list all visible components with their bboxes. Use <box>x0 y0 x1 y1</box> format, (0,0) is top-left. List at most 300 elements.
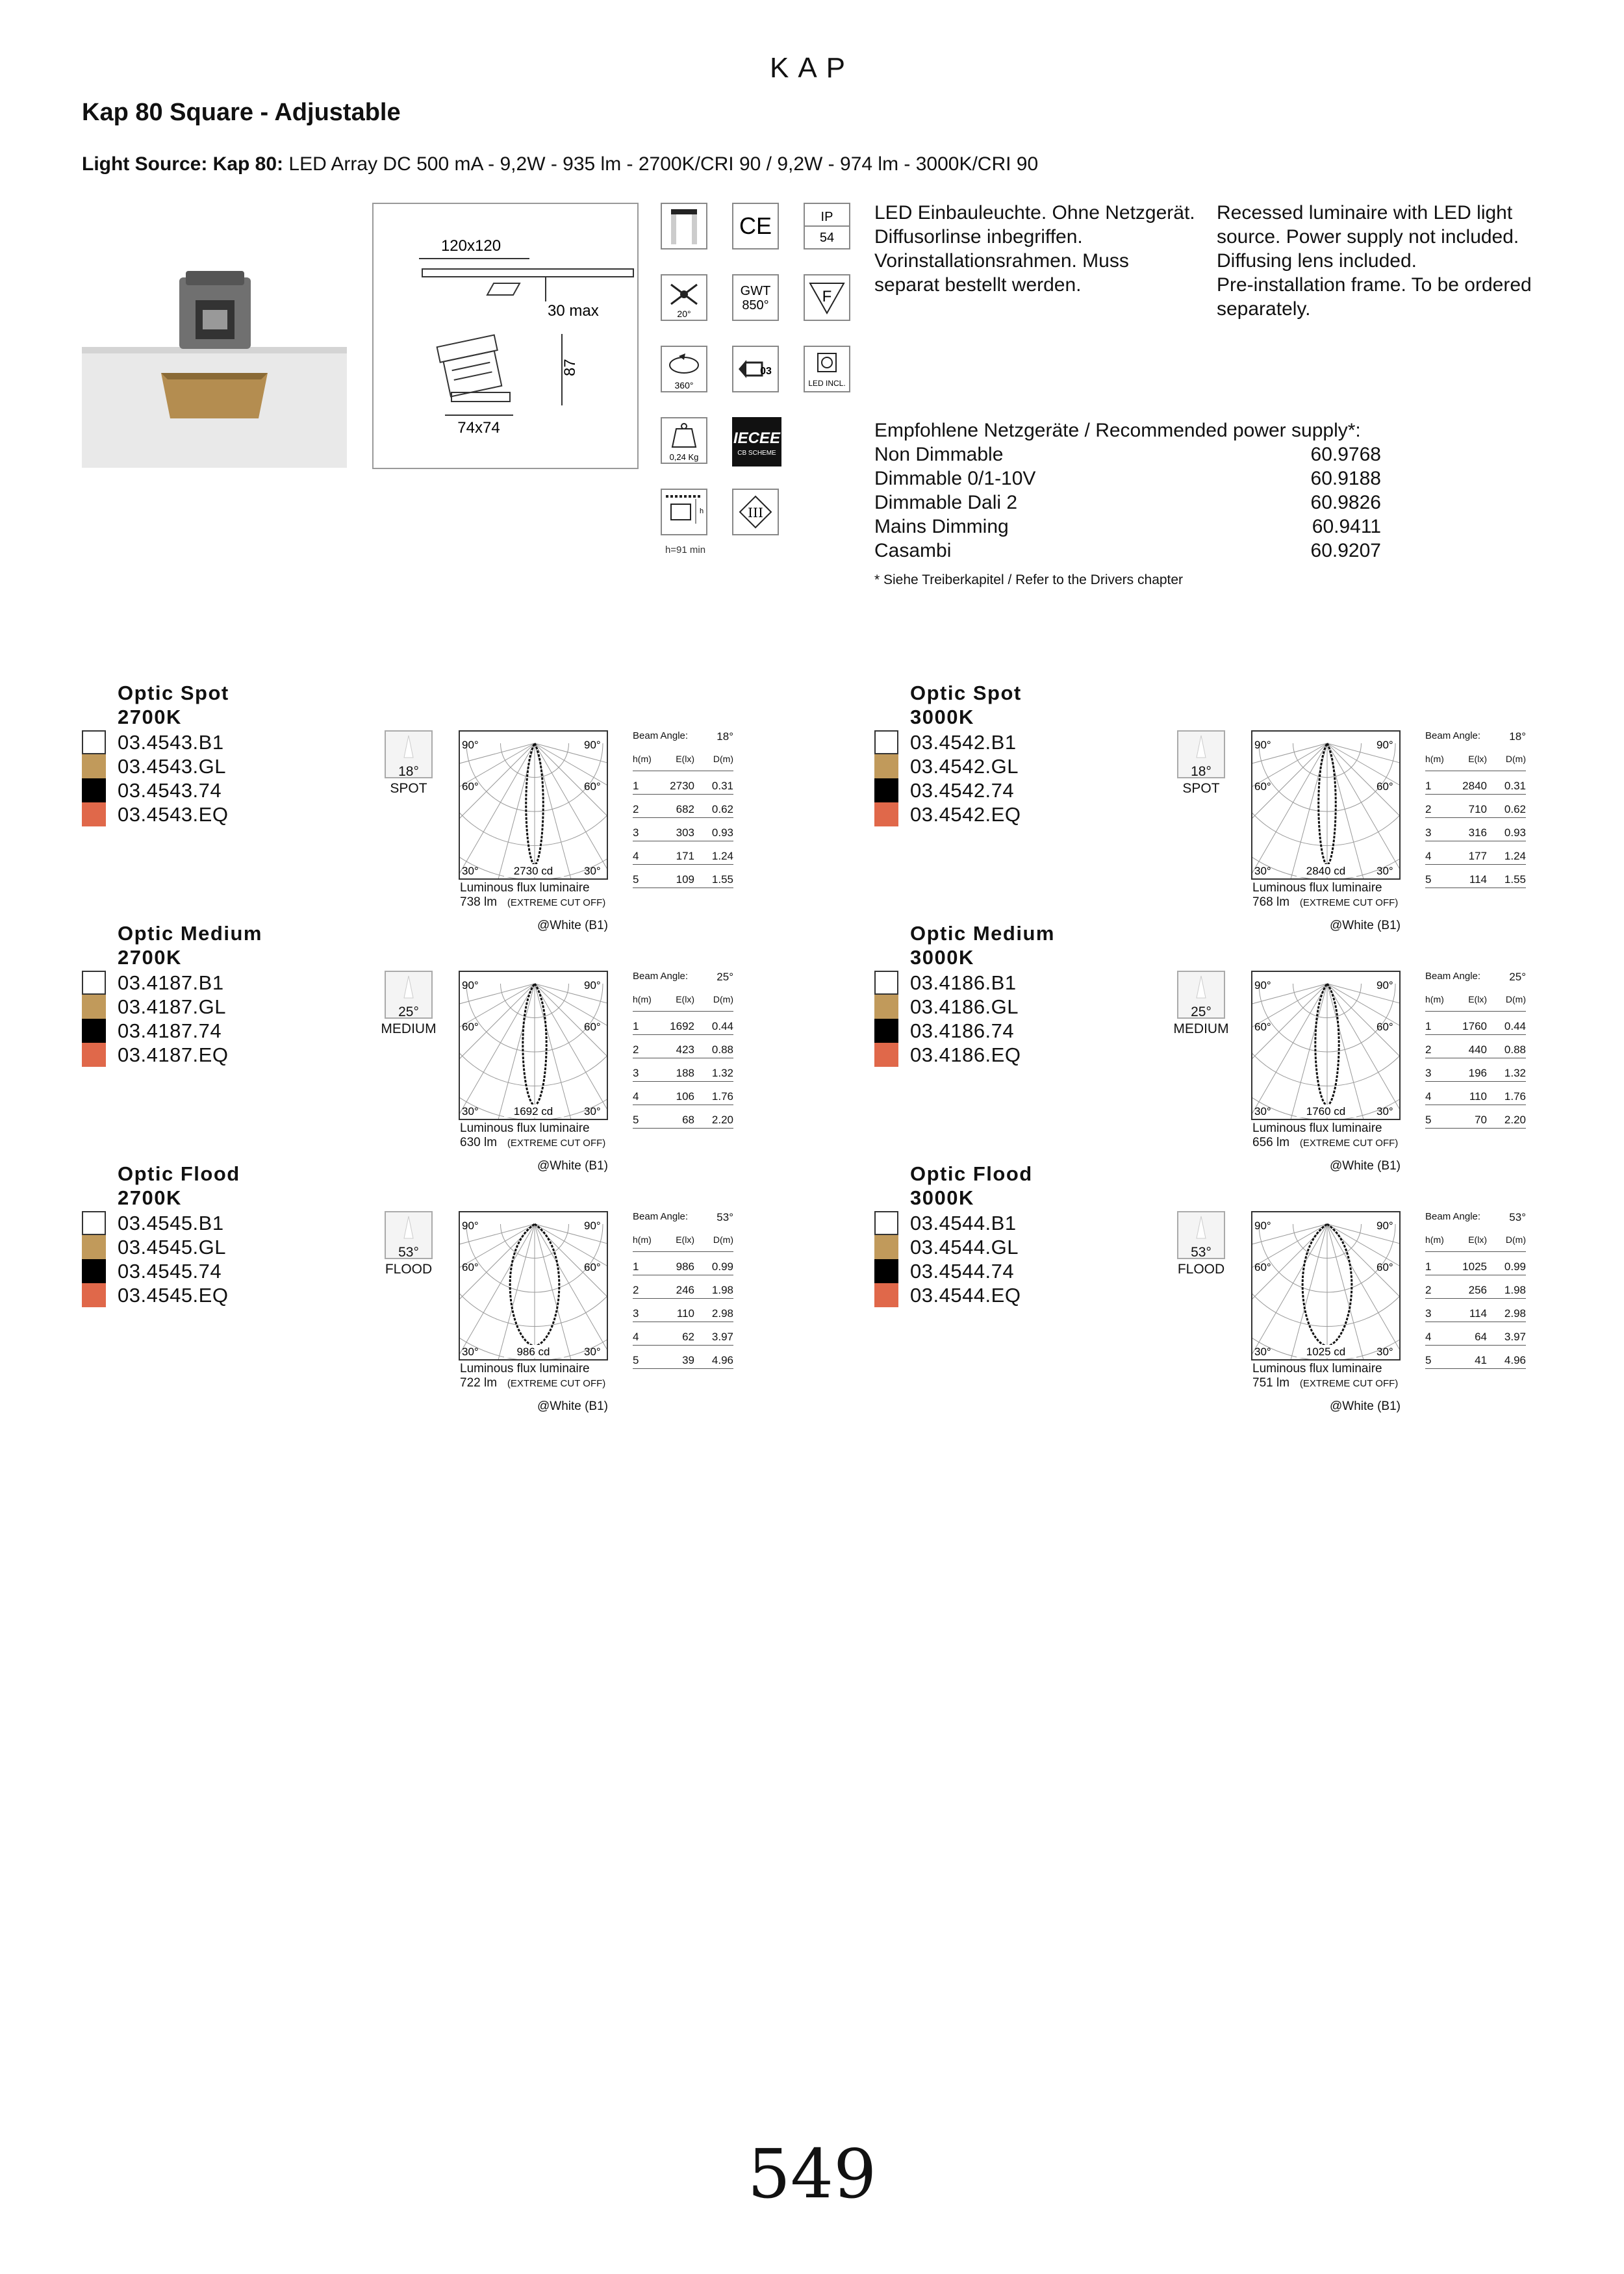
table-row <box>1425 1058 1526 1082</box>
cell-e: 423 <box>676 1043 694 1056</box>
beam-type-label: MEDIUM <box>1173 1021 1229 1036</box>
code-row <box>874 802 1021 826</box>
polar-diagram <box>459 971 608 1120</box>
beam-angle-badge: 53° <box>1191 1245 1212 1260</box>
cell-d: 0.99 <box>711 1260 733 1273</box>
cell-h: 5 <box>633 873 639 886</box>
cell-h: 1 <box>1425 1020 1432 1032</box>
code-list <box>874 971 1021 1067</box>
header-e: E(lx) <box>676 1234 694 1245</box>
color-swatch <box>874 1259 898 1283</box>
code-list <box>82 971 228 1067</box>
psu-code: 60.9826 <box>1310 492 1381 513</box>
ip-rating-icon <box>804 203 850 249</box>
cell-d: 1.55 <box>711 873 733 886</box>
flux-value: 751 lm <box>1252 1376 1290 1390</box>
polar-label: 90° <box>584 979 601 991</box>
code-list <box>874 1211 1021 1307</box>
header-e: E(lx) <box>676 754 694 764</box>
article-code: 03.4543.74 <box>118 778 222 802</box>
cell-e: 188 <box>676 1067 694 1079</box>
optic-name: Optic Spot <box>118 682 229 704</box>
polar-label: 30° <box>1377 1346 1393 1358</box>
cell-h: 2 <box>1425 1284 1432 1296</box>
psu-row <box>874 539 1381 563</box>
flux-value-line <box>1252 1136 1398 1151</box>
table-row <box>633 1275 733 1299</box>
table-row <box>633 1058 733 1082</box>
beam-table <box>633 730 733 888</box>
header-e: E(lx) <box>1468 754 1487 764</box>
polar-label: 30° <box>1254 1346 1271 1358</box>
code-row <box>82 971 228 995</box>
cell-h: 1 <box>1425 1260 1432 1273</box>
code-row <box>82 995 228 1019</box>
cell-h: 2 <box>633 803 639 815</box>
psu-row <box>874 515 1381 539</box>
cell-d: 0.62 <box>1504 803 1526 815</box>
article-code: 03.4187.EQ <box>118 1043 229 1066</box>
table-row <box>633 865 733 888</box>
beam-table <box>1425 971 1526 1129</box>
white-label: @White (B1) <box>1329 1399 1401 1413</box>
optic-block <box>874 681 1589 932</box>
cell-e: 114 <box>1469 1307 1487 1320</box>
cell-h: 4 <box>633 1090 639 1103</box>
glow-wire-icon <box>732 274 779 321</box>
cell-e: 110 <box>1469 1090 1487 1103</box>
polar-label: 90° <box>1254 1220 1271 1232</box>
polar-label: 60° <box>462 780 479 793</box>
polar-label: 60° <box>584 780 601 793</box>
table-row <box>1425 818 1526 841</box>
desc-de-line: separat bestellt werden. <box>874 274 1082 296</box>
table-header <box>1425 1234 1526 1252</box>
article-code: 03.4545.EQ <box>118 1283 229 1307</box>
psu-note: * Siehe Treiberkapitel / Refer to the Drivers chapter <box>874 572 1184 587</box>
flux-label: Luminous flux luminaire <box>460 1121 590 1135</box>
polar-label: 30° <box>1254 1105 1271 1118</box>
cell-d: 1.98 <box>1504 1284 1526 1296</box>
table-row <box>1425 1012 1526 1035</box>
polar-label: 90° <box>462 1220 479 1232</box>
flux-value: 738 lm <box>460 895 498 909</box>
min-height-icon <box>661 489 707 535</box>
cell-h: 4 <box>1425 850 1432 862</box>
code-row <box>874 1283 1021 1307</box>
cell-h: 1 <box>1425 780 1432 792</box>
cell-h: 5 <box>1425 1354 1432 1366</box>
min-height-caption: h=91 min <box>665 544 706 556</box>
polar-label: 60° <box>1254 1021 1271 1033</box>
iecee-icon <box>732 417 781 466</box>
candela-value: 2840 cd <box>1306 865 1346 877</box>
color-swatch <box>82 971 106 995</box>
cell-e: 110 <box>676 1307 694 1320</box>
cutoff-label: (EXTREME CUT OFF) <box>507 1378 606 1389</box>
color-swatch <box>874 1043 898 1067</box>
psu-code: 60.9768 <box>1310 444 1381 465</box>
beam-angle-badge: 25° <box>398 1004 419 1019</box>
desc-de-line: Vorinstallationsrahmen. Muss <box>874 250 1129 272</box>
cell-d: 0.88 <box>711 1043 733 1056</box>
code-row <box>82 778 228 802</box>
cell-h: 4 <box>633 1331 639 1343</box>
optic-name: Optic Medium <box>910 922 1055 945</box>
color-swatch <box>82 1235 106 1259</box>
optic-cct: 3000K <box>910 946 974 969</box>
cell-d: 2.20 <box>711 1114 733 1126</box>
cell-e: 41 <box>1475 1354 1487 1366</box>
color-swatch <box>874 730 898 754</box>
article-code: 03.4545.B1 <box>118 1211 224 1234</box>
table-row <box>633 1322 733 1346</box>
beam-angle-row <box>1425 730 1526 754</box>
beam-type-label: SPOT <box>1182 781 1220 796</box>
flux-label: Luminous flux luminaire <box>1252 1362 1382 1375</box>
beam-angle-badge: 18° <box>398 764 419 779</box>
beam-angle-badge: 53° <box>398 1245 419 1260</box>
cell-e: 246 <box>676 1284 694 1296</box>
desc-en-line: Recessed luminaire with LED light <box>1217 202 1513 224</box>
article-code: 03.4186.GL <box>910 995 1019 1018</box>
cell-h: 2 <box>1425 1043 1432 1056</box>
cell-e: 62 <box>682 1331 694 1343</box>
code-row <box>874 1211 1021 1235</box>
header-e: E(lx) <box>676 994 694 1004</box>
light-source-line <box>82 153 1038 175</box>
code-row <box>82 1259 228 1283</box>
header-d: D(m) <box>1505 994 1526 1004</box>
code-row <box>874 1259 1021 1283</box>
color-swatch <box>874 995 898 1019</box>
flux-value: 656 lm <box>1252 1136 1290 1149</box>
cutoff-label: (EXTREME CUT OFF) <box>507 897 606 908</box>
table-row <box>1425 771 1526 795</box>
table-row <box>1425 1105 1526 1129</box>
product-photo <box>82 203 347 468</box>
beam-angle-value: 53° <box>1509 1211 1526 1223</box>
polar-label: 30° <box>584 1105 601 1118</box>
table-row <box>633 1082 733 1105</box>
polar-label: 60° <box>1377 780 1393 793</box>
dim-height: 87 <box>561 359 579 376</box>
flux-value: 630 lm <box>460 1136 498 1149</box>
beam-angle-label: Beam Angle: <box>633 1211 689 1222</box>
header-e: E(lx) <box>1468 1234 1487 1245</box>
header-h: h(m) <box>1425 754 1444 764</box>
color-swatch <box>82 1283 106 1307</box>
energy-class-icon <box>732 346 779 392</box>
table-row <box>1425 1275 1526 1299</box>
optic-cct: 2700K <box>118 706 182 728</box>
white-label: @White (B1) <box>537 919 608 932</box>
table-row <box>1425 865 1526 888</box>
svg-text:0,24 Kg: 0,24 Kg <box>669 452 699 462</box>
article-code: 03.4186.EQ <box>910 1043 1021 1066</box>
flux-value: 768 lm <box>1252 895 1290 909</box>
cell-h: 1 <box>633 1260 639 1273</box>
cell-e: 986 <box>676 1260 694 1273</box>
code-row <box>82 1235 228 1259</box>
dim-bottom: 74x74 <box>457 419 500 437</box>
candela-value: 1760 cd <box>1306 1105 1346 1118</box>
flux-value-line <box>460 1136 605 1151</box>
white-label: @White (B1) <box>1329 919 1401 932</box>
cutoff-label: (EXTREME CUT OFF) <box>1299 1138 1399 1149</box>
description-en <box>1217 201 1580 321</box>
table-row <box>1425 795 1526 818</box>
cell-h: 4 <box>633 850 639 862</box>
psu-name: Dimmable Dali 2 <box>874 492 1018 513</box>
color-swatch <box>82 995 106 1019</box>
table-header <box>1425 754 1526 771</box>
cell-d: 1.55 <box>1504 873 1526 886</box>
polar-diagram <box>459 730 608 880</box>
polar-diagram <box>1251 971 1401 1120</box>
cell-h: 4 <box>1425 1331 1432 1343</box>
flux-value-line <box>1252 1376 1398 1391</box>
brand-header: KAP <box>769 52 855 84</box>
downlight-icon <box>661 203 707 249</box>
code-row <box>874 754 1021 778</box>
svg-text:CE: CE <box>739 212 772 239</box>
polar-diagram <box>1251 1211 1401 1361</box>
optic-name: Optic Flood <box>118 1162 240 1185</box>
code-row <box>874 995 1021 1019</box>
cell-d: 0.62 <box>711 803 733 815</box>
code-row <box>874 1235 1021 1259</box>
cell-e: 68 <box>682 1114 694 1126</box>
beam-angle-value: 25° <box>1509 971 1526 983</box>
cell-h: 5 <box>633 1354 639 1366</box>
optic-cct: 2700K <box>118 1186 182 1209</box>
color-swatch <box>874 971 898 995</box>
psu-name: Mains Dimming <box>874 516 1009 537</box>
color-swatch <box>82 802 106 826</box>
dim-top: 120x120 <box>440 237 501 255</box>
cell-h: 3 <box>633 1067 639 1079</box>
cell-d: 0.44 <box>1504 1020 1526 1032</box>
code-row <box>82 802 228 826</box>
polar-label: 90° <box>462 739 479 751</box>
svg-text:IECEE: IECEE <box>733 429 781 447</box>
optic-cct: 2700K <box>118 946 182 969</box>
table-row <box>1425 1322 1526 1346</box>
cell-e: 2730 <box>670 780 694 792</box>
white-label: @White (B1) <box>537 1399 608 1413</box>
article-code: 03.4545.GL <box>118 1235 227 1258</box>
color-swatch <box>874 802 898 826</box>
table-header <box>633 994 733 1012</box>
beam-angle-row <box>633 730 733 754</box>
cell-h: 3 <box>1425 1067 1432 1079</box>
beam-table <box>633 971 733 1129</box>
table-header <box>633 1234 733 1252</box>
psu-code: 60.9188 <box>1310 468 1381 489</box>
svg-text:GWT: GWT <box>740 284 771 298</box>
power-supply-section <box>874 418 1381 592</box>
polar-label: 90° <box>1377 979 1393 991</box>
candela-value: 1025 cd <box>1306 1346 1346 1358</box>
article-code: 03.4544.EQ <box>910 1283 1021 1307</box>
article-code: 03.4542.EQ <box>910 802 1021 826</box>
polar-label: 30° <box>1377 1105 1393 1118</box>
beam-angle-value: 53° <box>717 1211 733 1223</box>
code-row <box>82 1043 228 1067</box>
article-code: 03.4543.EQ <box>118 802 229 826</box>
dimension-drawing <box>372 203 639 469</box>
cell-e: 303 <box>676 826 694 839</box>
cell-e: 316 <box>1468 826 1487 839</box>
color-swatch <box>874 1283 898 1307</box>
table-row <box>1425 1252 1526 1275</box>
color-swatch <box>82 1019 106 1043</box>
tilt-icon <box>661 274 707 321</box>
flux-value-line <box>1252 895 1398 910</box>
cell-h: 2 <box>633 1043 639 1056</box>
cell-e: 171 <box>676 850 694 862</box>
desc-de-line: Diffusorlinse inbegriffen. <box>874 226 1083 248</box>
beam-angle-row <box>1425 1211 1526 1234</box>
polar-label: 30° <box>462 1105 479 1118</box>
code-list <box>874 730 1021 826</box>
cell-e: 440 <box>1468 1043 1487 1056</box>
header-h: h(m) <box>1425 994 1444 1004</box>
light-source-text: LED Array DC 500 mA - 9,2W - 935 lm - 2700K/CRI 90 / 9,2W - 974 lm - 3000K/CRI 90 <box>283 153 1039 175</box>
table-row <box>1425 1082 1526 1105</box>
polar-label: 60° <box>462 1021 479 1033</box>
optic-block <box>874 1162 1589 1413</box>
polar-label: 60° <box>1254 1261 1271 1273</box>
beam-angle-value: 25° <box>717 971 733 983</box>
beam-angle-value: 18° <box>717 730 733 743</box>
color-swatch <box>82 778 106 802</box>
article-code: 03.4544.74 <box>910 1259 1015 1283</box>
cell-h: 2 <box>633 1284 639 1296</box>
rotation-icon <box>661 346 707 392</box>
color-swatch <box>82 1211 106 1235</box>
table-row <box>633 1105 733 1129</box>
beam-angle-label: Beam Angle: <box>1425 1211 1481 1222</box>
article-code: 03.4542.B1 <box>910 730 1017 754</box>
product-title: Kap 80 Square - Adjustable <box>82 99 401 126</box>
color-swatch <box>82 1043 106 1067</box>
optic-name: Optic Flood <box>910 1162 1033 1185</box>
candela-value: 1692 cd <box>513 1105 553 1118</box>
beam-angle-row <box>633 1211 733 1234</box>
table-header <box>1425 994 1526 1012</box>
polar-label: 60° <box>584 1261 601 1273</box>
desc-en-line: Pre-installation frame. To be ordered <box>1217 274 1532 296</box>
cell-d: 0.44 <box>711 1020 733 1032</box>
polar-label: 60° <box>462 1261 479 1273</box>
table-row <box>633 841 733 865</box>
weight-icon <box>661 417 707 464</box>
cell-d: 4.96 <box>711 1354 733 1366</box>
flux-value: 722 lm <box>460 1376 498 1390</box>
cell-d: 1.24 <box>1504 850 1526 862</box>
polar-label: 30° <box>584 1346 601 1358</box>
cell-e: 1025 <box>1462 1260 1487 1273</box>
cell-e: 682 <box>676 803 694 815</box>
cell-e: 39 <box>682 1354 694 1366</box>
beam-table <box>1425 1211 1526 1369</box>
svg-text:F: F <box>822 288 832 305</box>
desc-en-line: source. Power supply not included. <box>1217 226 1519 248</box>
flux-label: Luminous flux luminaire <box>1252 881 1382 895</box>
desc-en-line: separately. <box>1217 298 1311 320</box>
color-swatch <box>82 730 106 754</box>
table-row <box>633 818 733 841</box>
code-row <box>874 1043 1021 1067</box>
cell-h: 3 <box>633 826 639 839</box>
code-row <box>874 971 1021 995</box>
table-row <box>633 1252 733 1275</box>
dim-depth: 30 max <box>548 302 599 320</box>
optic-block <box>82 681 796 932</box>
svg-text:360°: 360° <box>674 380 694 390</box>
light-source-label: Light Source: Kap 80: <box>82 153 284 175</box>
cell-d: 1.32 <box>1504 1067 1526 1079</box>
cell-e: 1760 <box>1462 1020 1487 1032</box>
table-row <box>633 771 733 795</box>
cell-e: 177 <box>1468 850 1487 862</box>
beam-angle-badge: 18° <box>1191 764 1212 779</box>
code-list <box>82 1211 228 1307</box>
flux-label: Luminous flux luminaire <box>1252 1121 1382 1135</box>
polar-label: 30° <box>584 865 601 877</box>
cutoff-label: (EXTREME CUT OFF) <box>1299 1378 1399 1389</box>
article-code: 03.4542.GL <box>910 754 1019 778</box>
optic-name: Optic Medium <box>118 922 262 945</box>
psu-row <box>874 442 1381 466</box>
beam-angle-badge: 25° <box>1191 1004 1212 1019</box>
cell-h: 3 <box>633 1307 639 1320</box>
candela-value: 986 cd <box>516 1346 550 1358</box>
psu-name: Non Dimmable <box>874 444 1004 465</box>
color-swatch <box>82 1259 106 1283</box>
polar-label: 90° <box>584 1220 601 1232</box>
table-row <box>633 1346 733 1369</box>
cell-e: 114 <box>1469 873 1487 886</box>
header-d: D(m) <box>713 1234 733 1245</box>
article-code: 03.4186.B1 <box>910 971 1017 994</box>
code-row <box>82 1211 228 1235</box>
polar-diagram <box>459 1211 608 1361</box>
cell-h: 3 <box>1425 1307 1432 1320</box>
cell-e: 710 <box>1468 803 1487 815</box>
code-row <box>82 730 228 754</box>
cell-e: 2840 <box>1462 780 1487 792</box>
polar-label: 60° <box>1254 780 1271 793</box>
optic-block <box>82 1162 796 1413</box>
table-row <box>1425 1035 1526 1058</box>
cell-d: 0.31 <box>1504 780 1526 792</box>
svg-text:20°: 20° <box>677 309 691 319</box>
flux-value-line <box>460 895 605 910</box>
color-swatch <box>874 1235 898 1259</box>
psu-code: 60.9411 <box>1312 516 1381 537</box>
led-included-icon <box>804 346 850 392</box>
table-header <box>633 754 733 771</box>
article-code: 03.4545.74 <box>118 1259 222 1283</box>
cell-h: 5 <box>1425 1114 1432 1126</box>
flux-value-line <box>460 1376 605 1391</box>
color-swatch <box>874 778 898 802</box>
beam-type-label: FLOOD <box>1177 1262 1225 1277</box>
code-list <box>82 730 228 826</box>
